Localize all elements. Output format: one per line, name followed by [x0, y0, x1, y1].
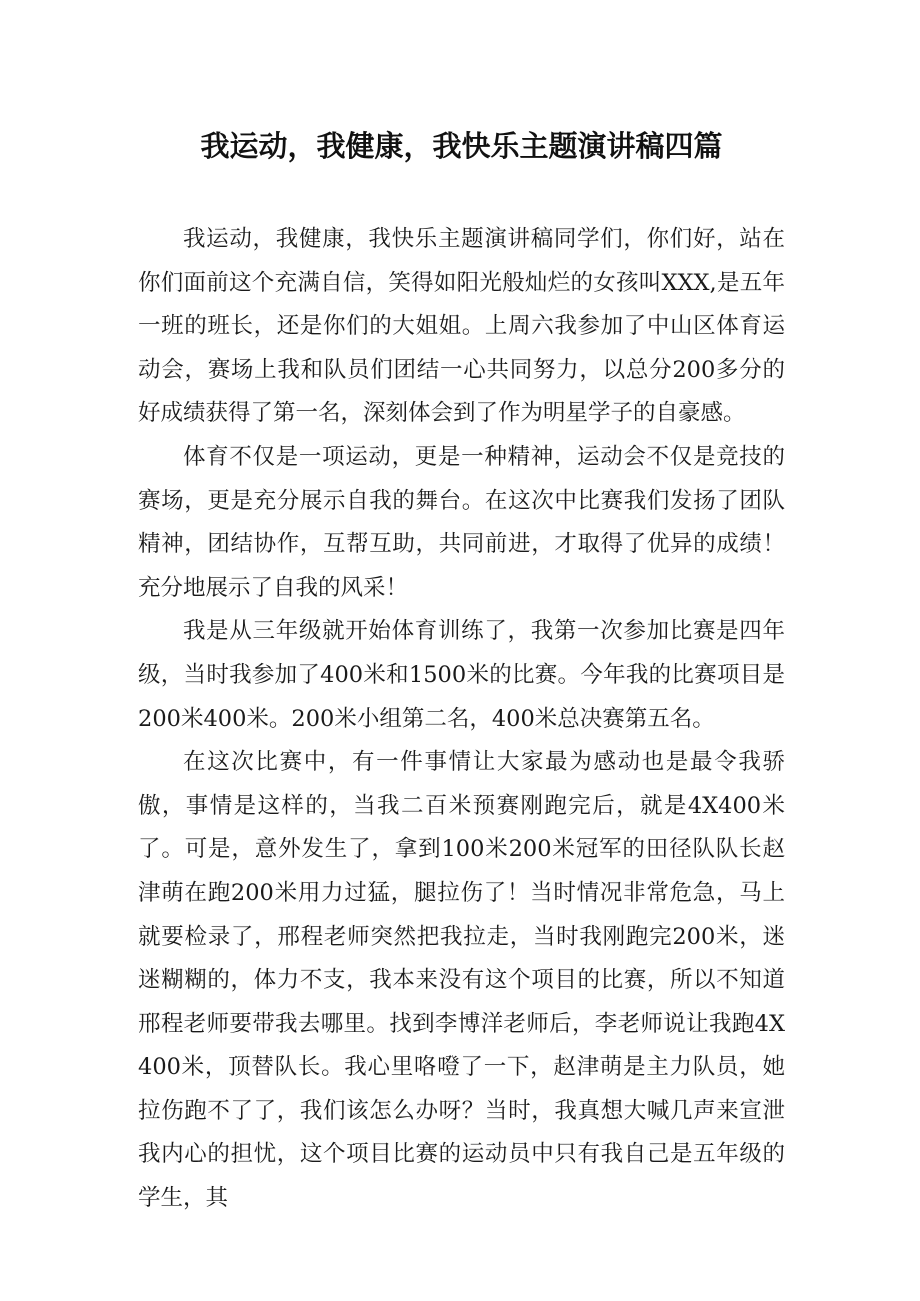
document-title: 我运动，我健康，我快乐主题演讲稿四篇 [200, 129, 723, 163]
document-body [138, 218, 785, 1221]
paragraph-1: 我运动，我健康，我快乐主题演讲稿同学们，你们好，站在你们面前这个充满自信，笑得如阳光般灿烂的女孩叫XXX,是五年一班的班长，还是你们的大姐姐。上周六我参加了中山区体育运动会，赛场上我和队员们团结一心共同努力，以总分200多分的好成绩获得了第一名，深刻体会到了作为明星学子的自豪感。 [138, 226, 785, 427]
paragraph-2: 体育不仅是一项运动，更是一种精神，运动会不仅是竞技的赛场，更是充分展示自我的舞台。在这次中比赛我们发扬了团队精神，团结协作，互帮互助，共同前进，才取得了优异的成绩！充分地展示了自我的风采！ [138, 443, 785, 601]
paragraph-3: 我是从三年级就开始体育训练了，我第一次参加比赛是四年级，当时我参加了400米和1500米的比赛。今年我的比赛项目是200米400米。200米小组第二名，400米总决赛第五名。 [138, 618, 785, 732]
paragraph-4: 在这次比赛中，有一件事情让大家最为感动也是最令我骄傲，事情是这样的，当我二百米预赛刚跑完后，就是4X400米了。可是，意外发生了，拿到100米200米冠军的田径队队长赵津萌在跑200米用力过猛，腿拉伤了！当时情况非常危急，马上就要检录了，邢程老师突然把我拉走，当时我刚跑完200米，迷迷糊糊的，体力不支，我本来没有这个项目的比赛，所以不知道邢程老师要带我去哪里。找到李博洋老师后，李老师说让我跑4X400米，顶替队长。我心里咯噔了一下，赵津萌是主力队员，她拉伤跑不了了，我们该怎么办呀？当时，我真想大喊几声来宣泄我内心的担忧，这个项目比赛的运动员中只有我自己是五年级的学生，其 [138, 749, 785, 1212]
